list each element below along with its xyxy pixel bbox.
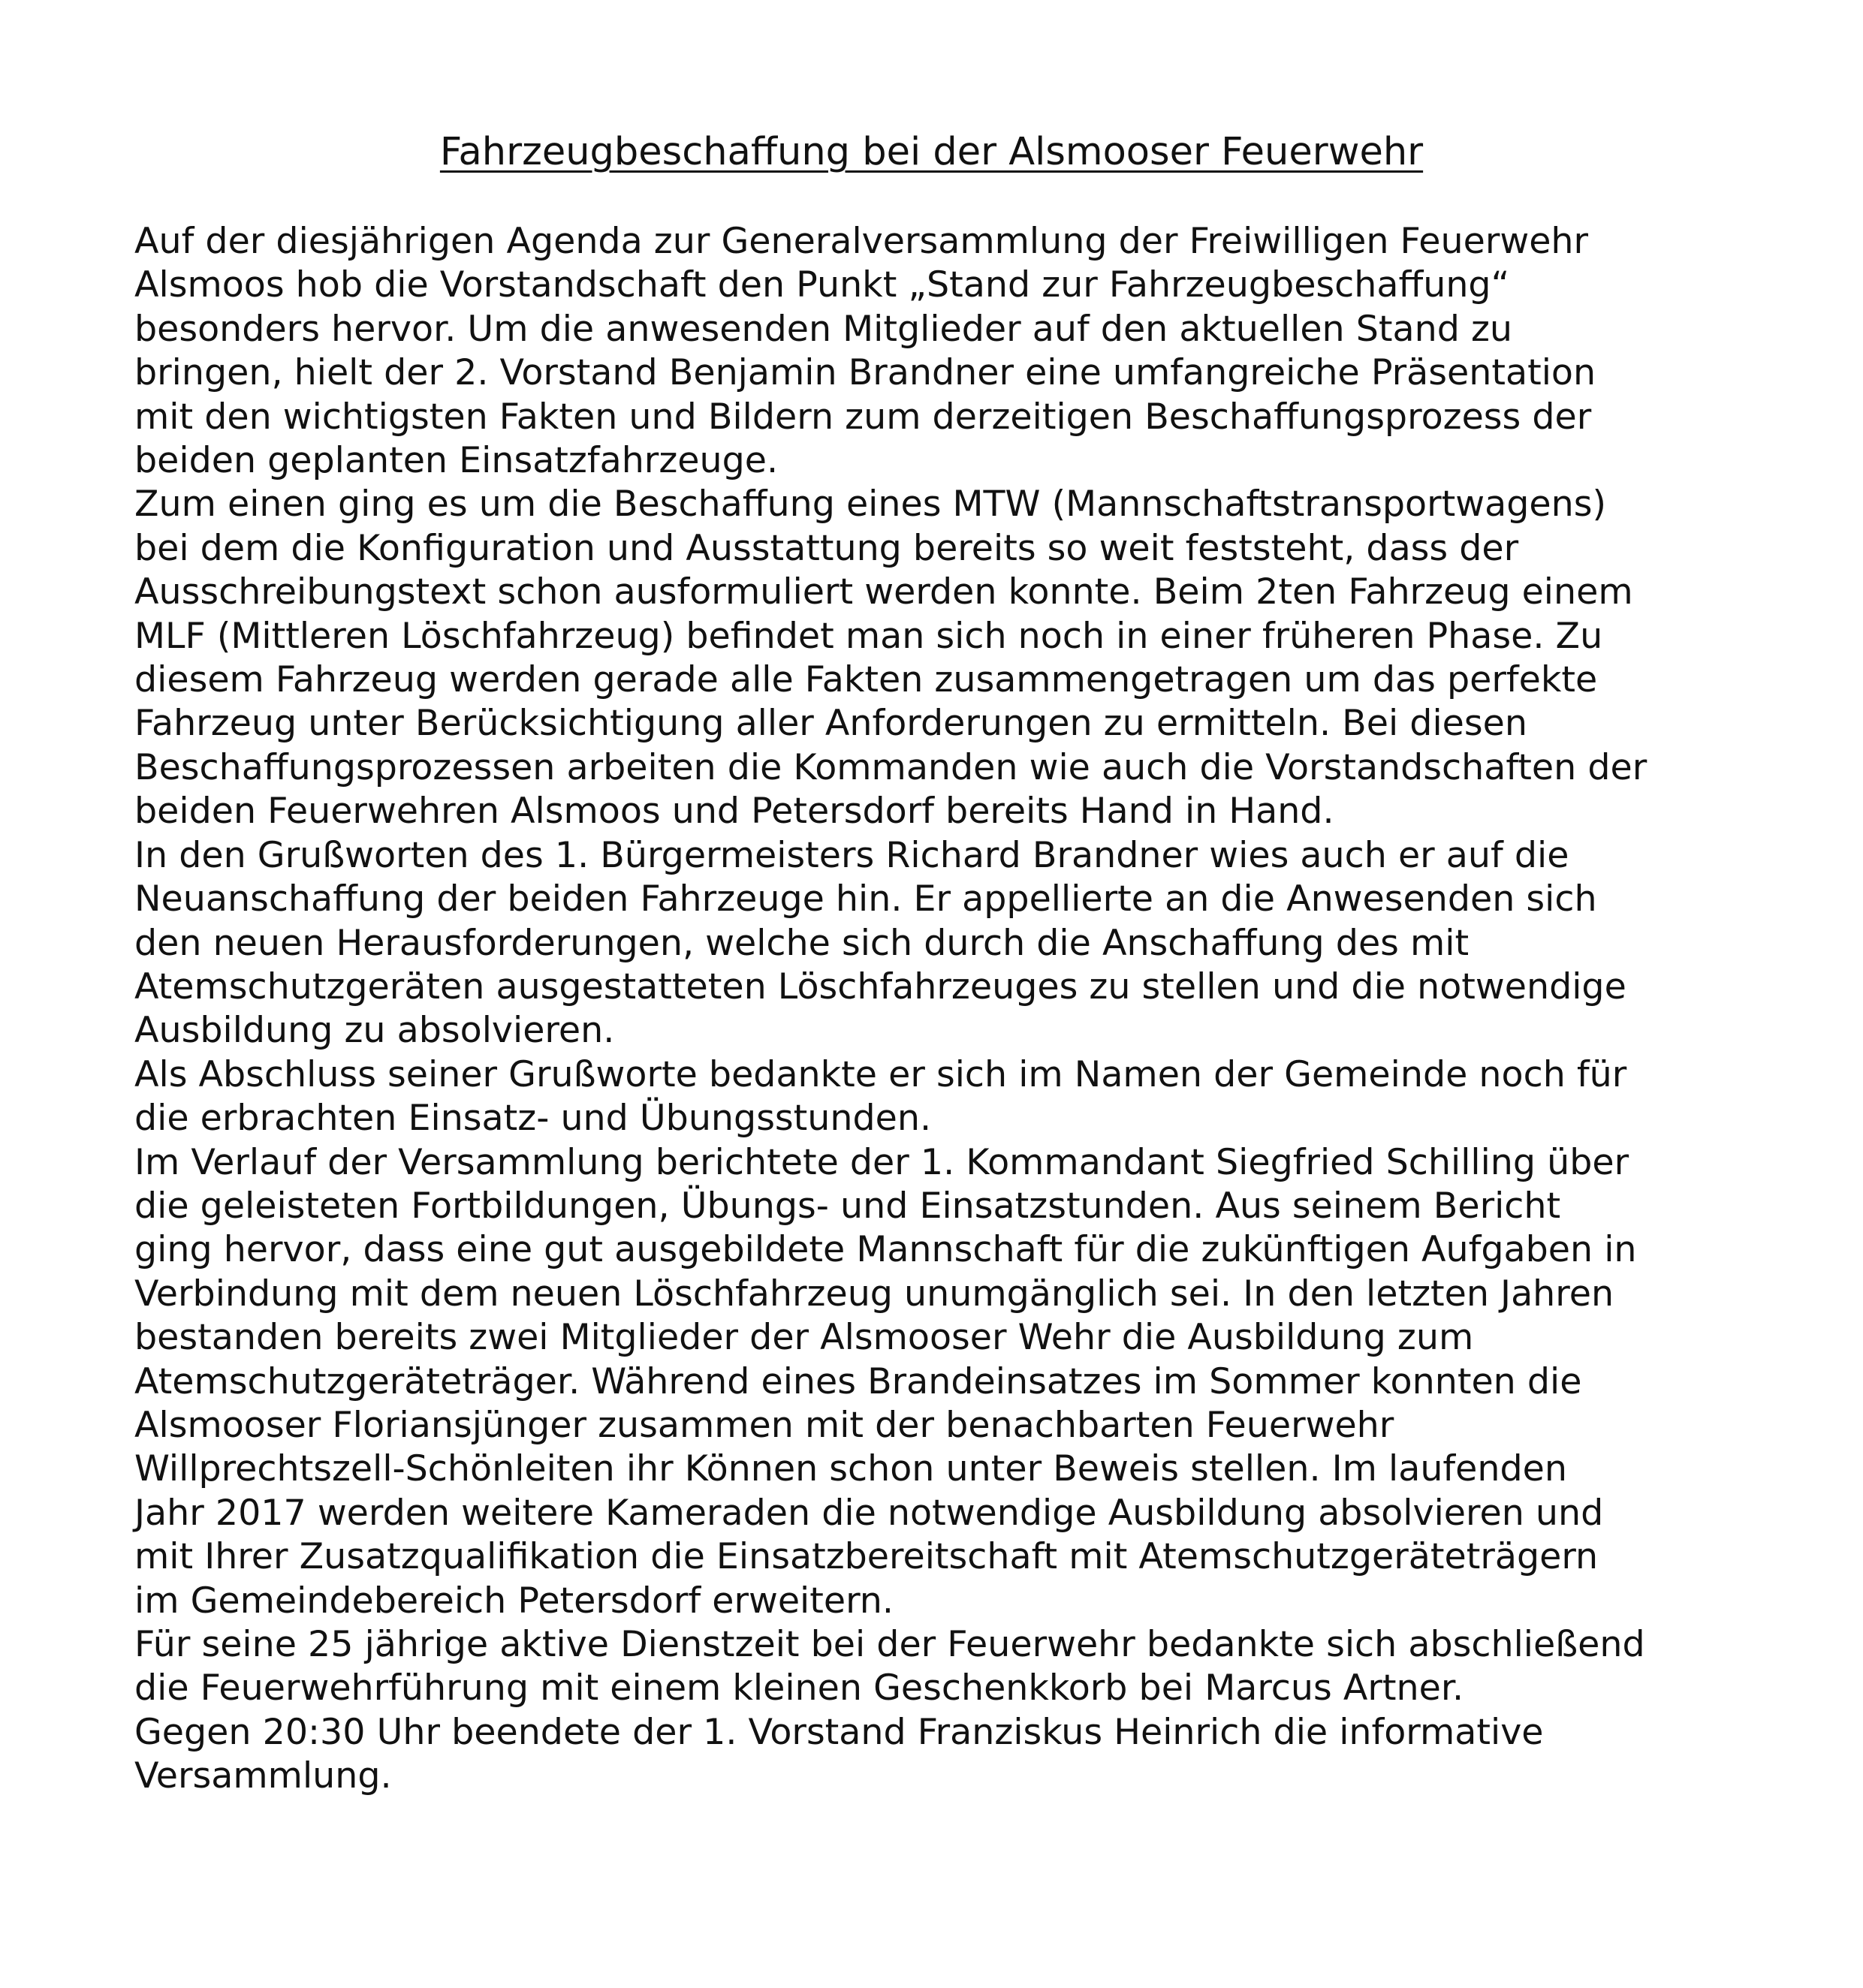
body-line: beiden Feuerwehren Alsmoos und Petersdorf bereits Hand in Hand. [134, 791, 1334, 833]
body-line: Neuanschaffung der beiden Fahrzeuge hin. Er appellierte an die Anwesenden sich [134, 878, 1597, 920]
body-line: Gegen 20:30 Uhr beendete der 1. Vorstand Franziskus Heinrich die informative [134, 1711, 1544, 1753]
body-line: Verbindung mit dem neuen Löschfahrzeug unumgänglich sei. In den letzten Jahren [134, 1273, 1614, 1315]
body-line: Alsmooser Floriansjünger zusammen mit der benachbarten Feuerwehr [134, 1404, 1394, 1446]
body-line: Atemschutzgeräteträger. Während eines Brandeinsatzes im Sommer konnten die [134, 1360, 1582, 1402]
body-line: Willprechtszell-Schönleiten ihr Können schon unter Beweis stellen. Im laufenden [134, 1448, 1567, 1490]
body-line: Jahr 2017 werden weitere Kameraden die notwendige Ausbildung absolvieren und [134, 1492, 1604, 1534]
body-line: MLF (Mittleren Löschfahrzeug) befindet man sich noch in einer früheren Phase. Zu [134, 615, 1603, 657]
body-line: Ausbildung zu absolvieren. [134, 1010, 615, 1052]
body-line: mit den wichtigsten Fakten und Bildern zum derzeitigen Beschaffungsprozess der [134, 396, 1592, 438]
body-line: die Feuerwehrführung mit einem kleinen Geschenkkorb bei Marcus Artner. [134, 1667, 1464, 1709]
body-line: bringen, hielt der 2. Vorstand Benjamin Brandner eine umfangreiche Präsentation [134, 352, 1596, 394]
body-line: diesem Fahrzeug werden gerade alle Fakten zusammengetragen um das perfekte [134, 659, 1598, 701]
document-body [134, 220, 1756, 1799]
body-line: Fahrzeug unter Berücksichtigung aller Anforderungen zu ermitteln. Bei diesen [134, 703, 1527, 745]
body-line: Atemschutzgeräten ausgestatteten Löschfahrzeuges zu stellen und die notwendige [134, 965, 1626, 1008]
body-line: Versammlung. [134, 1755, 392, 1797]
body-line: Zum einen ging es um die Beschaffung eines MTW (Mannschaftstransportwagens) [134, 483, 1606, 526]
body-line: im Gemeindebereich Petersdorf erweitern. [134, 1580, 894, 1622]
body-line: bei dem die Konfiguration und Ausstattung bereits so weit feststeht, dass der [134, 527, 1519, 569]
body-line: die geleisteten Fortbildungen, Übungs- und Einsatzstunden. Aus seinem Bericht [134, 1185, 1561, 1227]
body-line: Für seine 25 jährige aktive Dienstzeit bei der Feuerwehr bedankte sich abschließend [134, 1624, 1645, 1665]
document-title [0, 126, 1863, 179]
document-title-text: Fahrzeugbeschaffung bei der Alsmooser Feuerwehr [439, 130, 1424, 174]
body-line: Im Verlauf der Versammlung berichtete der 1. Kommandant Siegfried Schilling über [134, 1141, 1629, 1183]
body-line: den neuen Herausforderungen, welche sich durch die Anschaffung des mit [134, 922, 1470, 964]
body-line: die erbrachten Einsatz- und Übungsstunden. [134, 1098, 932, 1140]
body-line: Beschaffungsprozessen arbeiten die Kommanden wie auch die Vorstandschaften der [134, 746, 1647, 788]
body-line: Als Abschluss seiner Grußworte bedankte er sich im Namen der Gemeinde noch für [134, 1053, 1627, 1095]
body-line: In den Grußworten des 1. Bürgermeisters Richard Brandner wies auch er auf die [134, 834, 1569, 876]
body-line: besonders hervor. Um die anwesenden Mitglieder auf den aktuellen Stand zu [134, 308, 1513, 350]
body-line: Ausschreibungstext schon ausformuliert werden konnte. Beim 2ten Fahrzeug einem [134, 571, 1633, 613]
body-line: ging hervor, dass eine gut ausgebildete Mannschaft für die zukünftigen Aufgaben in [134, 1229, 1637, 1271]
body-line: mit Ihrer Zusatzqualifikation die Einsatzbereitschaft mit Atemschutzgeräteträgern [134, 1536, 1599, 1578]
body-line: Alsmoos hob die Vorstandschaft den Punkt „Stand zur Fahrzeugbeschaffung“ [134, 264, 1510, 306]
body-line: Auf der diesjährigen Agenda zur Generalversammlung der Freiwilligen Feuerwehr [134, 221, 1589, 262]
body-line: bestanden bereits zwei Mitglieder der Alsmooser Wehr die Ausbildung zum [134, 1317, 1474, 1359]
body-line: beiden geplanten Einsatzfahrzeuge. [134, 440, 779, 482]
